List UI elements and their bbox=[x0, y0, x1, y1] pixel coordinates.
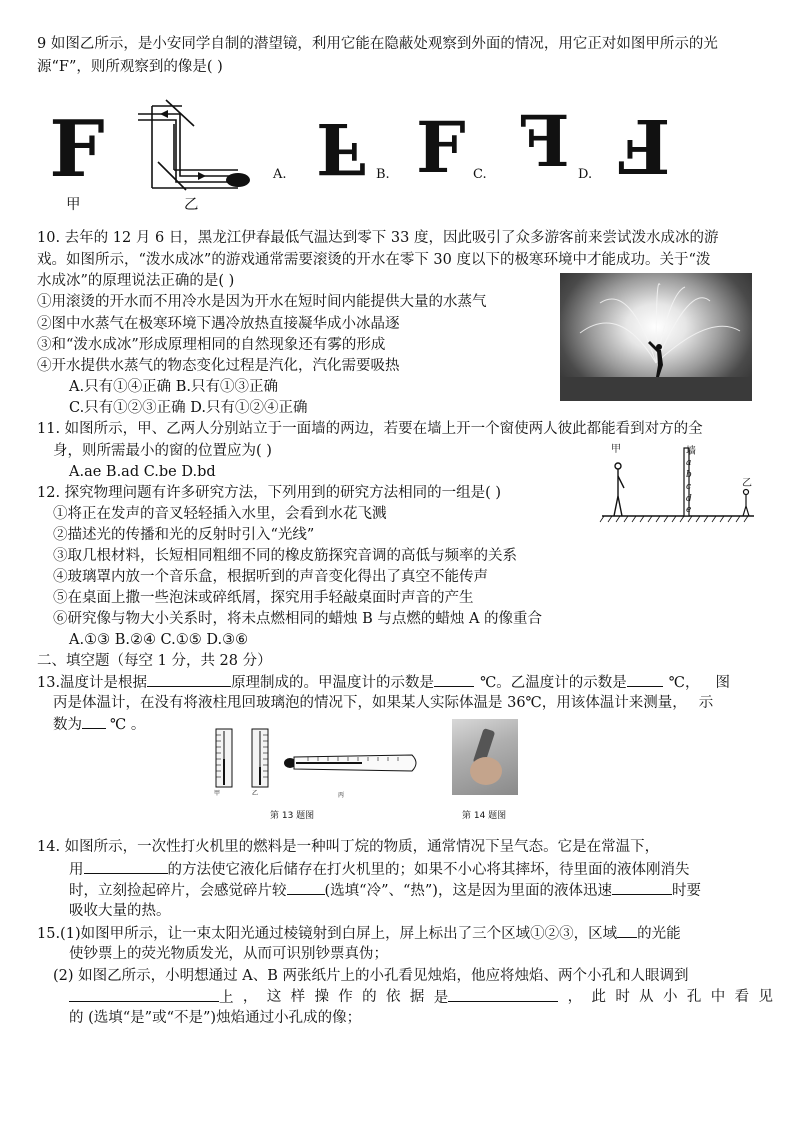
light-source-letter: F bbox=[49, 104, 105, 195]
q12-line1: 12. 探究物理问题有许多研究方法，下列用到的研究方法相同的一组是( ) bbox=[37, 485, 502, 501]
thermometer-jia bbox=[216, 729, 232, 787]
blank-yi-reading[interactable] bbox=[627, 672, 663, 687]
option-a-image: F bbox=[316, 107, 366, 190]
q10-line2: 戏。如图所示，“泼水成冰”的游戏通常需要滚烫的开水在零下 30 度以下的极寒环境中才能成功。关于“泼 bbox=[37, 252, 711, 268]
q15-line1: 15.(1)如图甲所示，让一束太阳光通过棱镜射到白屏上，屏上标出了三个区域①②③，区域 的光能 bbox=[37, 923, 681, 944]
person-yi-icon bbox=[743, 490, 749, 517]
q12-statement-4: ④玻璃罩内放一个音乐盒，根据听到的声音变化得出了真空不能传声 bbox=[53, 569, 488, 585]
option-a-label: A. bbox=[273, 167, 287, 182]
q11-line2: 身，则所需最小的窗的位置应为( ) bbox=[53, 443, 272, 459]
blank-region[interactable] bbox=[617, 923, 637, 938]
option-b-label: B. bbox=[376, 167, 390, 182]
q14-line4: 吸收大量的热。 bbox=[69, 903, 171, 919]
eye-icon bbox=[226, 173, 250, 187]
q15-line3: (2) 如图乙所示，小明想通过 A、B 两张纸片上的小孔看见烛焰，他应将烛焰、两个小孔和人眼调到 bbox=[53, 968, 689, 984]
option-c-label: C. bbox=[473, 167, 487, 182]
fig-point-a: a bbox=[686, 458, 692, 468]
q10-options-2: C.只有①②③正确 D.只有①②④正确 bbox=[69, 400, 308, 416]
label-yi: 乙 bbox=[184, 197, 199, 213]
clinical-thermometer-bing bbox=[284, 755, 416, 771]
fig-point-b: b bbox=[686, 470, 692, 480]
fig-point-c: c bbox=[686, 482, 692, 492]
q14-line3: 时，立刻捡起碎片，会感觉碎片较 (选填“冷”、“热”)，这是因为里面的液体迅速 时要 bbox=[69, 880, 701, 901]
q12-statement-6: ⑥研究像与物大小关系时，将未点燃相同的蜡烛 B 与点燃的蜡烛 A 的像重合 bbox=[53, 611, 543, 627]
blank-liquefy-method[interactable] bbox=[84, 859, 168, 874]
blank-jia-reading[interactable] bbox=[434, 672, 474, 687]
blank-basis[interactable] bbox=[448, 987, 558, 1002]
q9-line1: 9 如图乙所示，是小安同学自制的潜望镜，利用它能在隐蔽处观察到外面的情况，用它正对如图甲所示的光 bbox=[37, 36, 718, 52]
q13-line3: 数为 ℃ 。 bbox=[53, 714, 145, 735]
periscope-diagram bbox=[138, 96, 268, 192]
thermometer-yi bbox=[252, 729, 268, 787]
caption-fig-13: 第 13 题图 bbox=[270, 811, 315, 821]
option-d-label: D. bbox=[578, 167, 593, 182]
person-jia-icon bbox=[614, 463, 624, 516]
blank-body-temp[interactable] bbox=[82, 714, 106, 729]
label-jia: 甲 bbox=[66, 197, 81, 213]
blank-alignment[interactable] bbox=[69, 987, 219, 1002]
fig-point-d: d bbox=[686, 494, 692, 504]
q10-line1: 10. 去年的 12 月 6 日，黑龙江伊春最低气温达到零下 33 度，因此吸引了众多游客前来尝试泼水成冰的游 bbox=[37, 230, 719, 246]
fig-label-yi-13: 乙 bbox=[252, 790, 259, 797]
splash-photo bbox=[560, 273, 752, 401]
fig-point-e: e bbox=[686, 505, 692, 515]
section-fill-blank-title: 二、填空题（每空 1 分，共 28 分） bbox=[37, 653, 272, 669]
caption-fig-14: 第 14 题图 bbox=[462, 811, 507, 821]
blank-cold-hot[interactable] bbox=[287, 880, 325, 895]
q14-line2: 用 的方法使它液化后储存在打火机里的；如果不小心将其摔坏，待里面的液体刚消失 bbox=[69, 859, 690, 880]
fig-label-bing-13: 丙 bbox=[338, 792, 345, 799]
q15-line5: 的 (选填“是”或“不是”)烛焰通过小孔成的像； bbox=[69, 1010, 362, 1026]
q10-statement-1: ①用滚烫的开水而不用冷水是因为开水在短时间内能提供大量的水蒸气 bbox=[37, 294, 487, 310]
fig-label-yi: 乙 bbox=[742, 478, 752, 489]
q11-line1: 11. 如图所示，甲、乙两人分别站立于一面墙的两边，若要在墙上开一个窗使两人彼此都能看到对方的全 bbox=[37, 421, 703, 437]
q12-statement-3: ③取几根材料，长短相同粗细不同的橡皮筋探究音调的高低与频率的关系 bbox=[53, 548, 517, 564]
q10-statement-2: ②图中水蒸气在极寒环境下遇冷放热直接凝华成小冰晶逐 bbox=[37, 316, 400, 332]
fig-label-jia-13: 甲 bbox=[214, 790, 221, 797]
blank-principle[interactable] bbox=[147, 672, 231, 687]
q12-statement-2: ②描述光的传播和光的反射时引入“光线” bbox=[53, 527, 315, 543]
q10-statement-4: ④开水提供水蒸气的物态变化过程是汽化，汽化需要吸热 bbox=[37, 358, 400, 374]
q12-options: A.①③ B.②④ C.①⑤ D.③⑥ bbox=[69, 632, 249, 648]
q12-statement-5: ⑤在桌面上撒一些泡沫或碎纸屑，探究用手轻敲桌面时声音的产生 bbox=[53, 590, 474, 606]
blank-phase-change[interactable] bbox=[612, 880, 672, 895]
q15-line2: 使钞票上的荧光物质发光，从而可识别钞票真伪； bbox=[69, 946, 388, 962]
option-c-image: F bbox=[520, 100, 570, 183]
fig-label-jia: 甲 bbox=[611, 444, 621, 455]
q10-line3: 水成冰”的原理说法正确的是( ) bbox=[37, 273, 235, 289]
thermometer-figure bbox=[212, 725, 424, 797]
q11-options: A.ae B.ad C.be D.bd bbox=[69, 464, 216, 480]
q10-options-1: A.只有①④正确 B.只有①③正确 bbox=[69, 379, 278, 395]
wall-diagram bbox=[598, 444, 758, 524]
lighter-photo bbox=[452, 719, 518, 795]
option-b-image: F bbox=[416, 106, 466, 189]
q14-line1: 14. 如图所示，一次性打火机里的燃料是一种叫丁烷的物质，通常情况下呈气态。它是在常温下， bbox=[37, 839, 660, 855]
fig-label-wall: 墙 bbox=[686, 446, 696, 457]
option-d-image: F bbox=[618, 102, 671, 188]
splash-arc bbox=[560, 273, 752, 401]
q15-line4: 上 ， 这 样 操 作 的 依 据 是 ， 此 时 从 小 孔 中 看 见 bbox=[69, 987, 773, 1008]
q9-figure-jia bbox=[44, 104, 110, 195]
q13-line2: 丙是体温计，在没有将液柱甩回玻璃泡的情况下，如果某人实际体温是 36℃，用该体温计来测量， 示 bbox=[53, 695, 714, 711]
q9-line2: 源“F”，则所观察到的像是( ) bbox=[37, 59, 223, 75]
q13-line1: 13.温度计是根据 原理制成的。甲温度计的示数是 ℃。乙温度计的示数是 ℃， 图 bbox=[37, 672, 730, 693]
q12-statement-1: ①将正在发声的音叉轻轻插入水里，会看到水花飞溅 bbox=[53, 506, 387, 522]
q10-statement-3: ③和“泼水成冰”形成原理相同的自然现象还有雾的形成 bbox=[37, 337, 386, 353]
